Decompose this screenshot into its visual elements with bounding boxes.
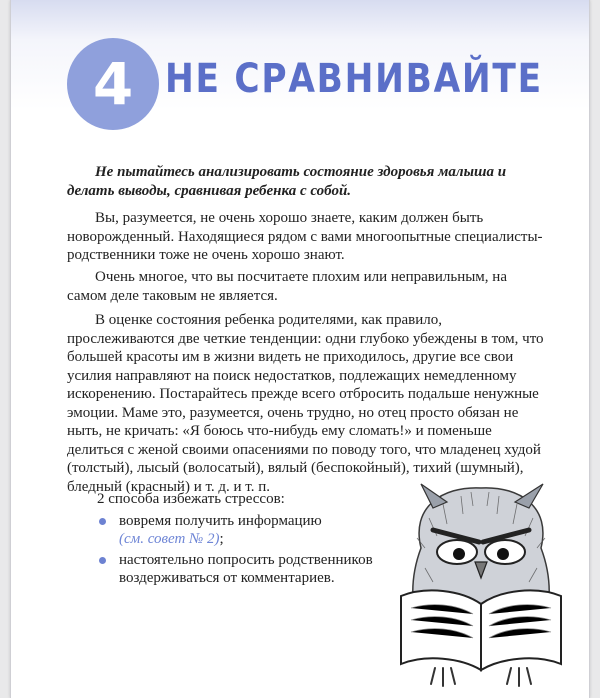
list-item-text: настоятельно попросить родственников воздерживаться от комментариев. xyxy=(119,552,373,586)
list-item xyxy=(97,512,397,548)
ways-heading: 2 способа избежать стрессов: xyxy=(97,491,285,507)
paragraph-3: В оценке состояния ребенка родителями, как правило, прослеживаются две четкие тенденции: одни глубоко убеждены в том, что большей красоты им в жизни видеть не приходилось, другие все свои усилия направляют на поиск недостатков, подлежащих немедленному искоренению. Постарайтесь прежде всего отбросить подальше ненужные эмоции. Маме это, разумеется, очень трудно, но отец просто обязан не ныть, не кричать: «Я боюсь что-нибудь ему сломать!» и поменьше делиться с женой своими опасениями по поводу того, что младенец худой (толстый), лысый (волосатый), вялый (беспокойный), тихий (шумный), бледный (красный) и т. д. и т. п. xyxy=(67,312,544,495)
chapter-number-badge xyxy=(67,38,159,130)
bullet-icon xyxy=(99,518,106,525)
owl-reading-book-icon xyxy=(381,478,581,690)
list-item-suffix: ; xyxy=(219,531,224,547)
chapter-title: НЕ СРАВНИВАЙТЕ xyxy=(165,56,543,102)
chapter-number: 4 xyxy=(92,50,134,118)
bullet-icon xyxy=(99,557,106,564)
book-page xyxy=(10,0,590,698)
ways-list xyxy=(97,512,397,590)
list-item xyxy=(97,551,397,587)
paragraph-1: Вы, разумеется, не очень хорошо знаете, каким должен быть новорожденный. Находящиеся рядом с вами многоопытные специалисты-родственники тоже не очень хорошо знают. xyxy=(67,210,543,263)
list-item-text: вовремя получить информацию xyxy=(119,513,322,529)
paragraph-2: Очень многое, что вы посчитаете плохим или неправильным, на самом деле таковым не является. xyxy=(67,269,507,304)
lead-paragraph: Не пытайтесь анализировать состояние здоровья малыша и делать выводы, сравнивая ребенка с собой. xyxy=(67,164,507,199)
advice-reference-link[interactable]: (см. совет № 2) xyxy=(119,531,220,547)
